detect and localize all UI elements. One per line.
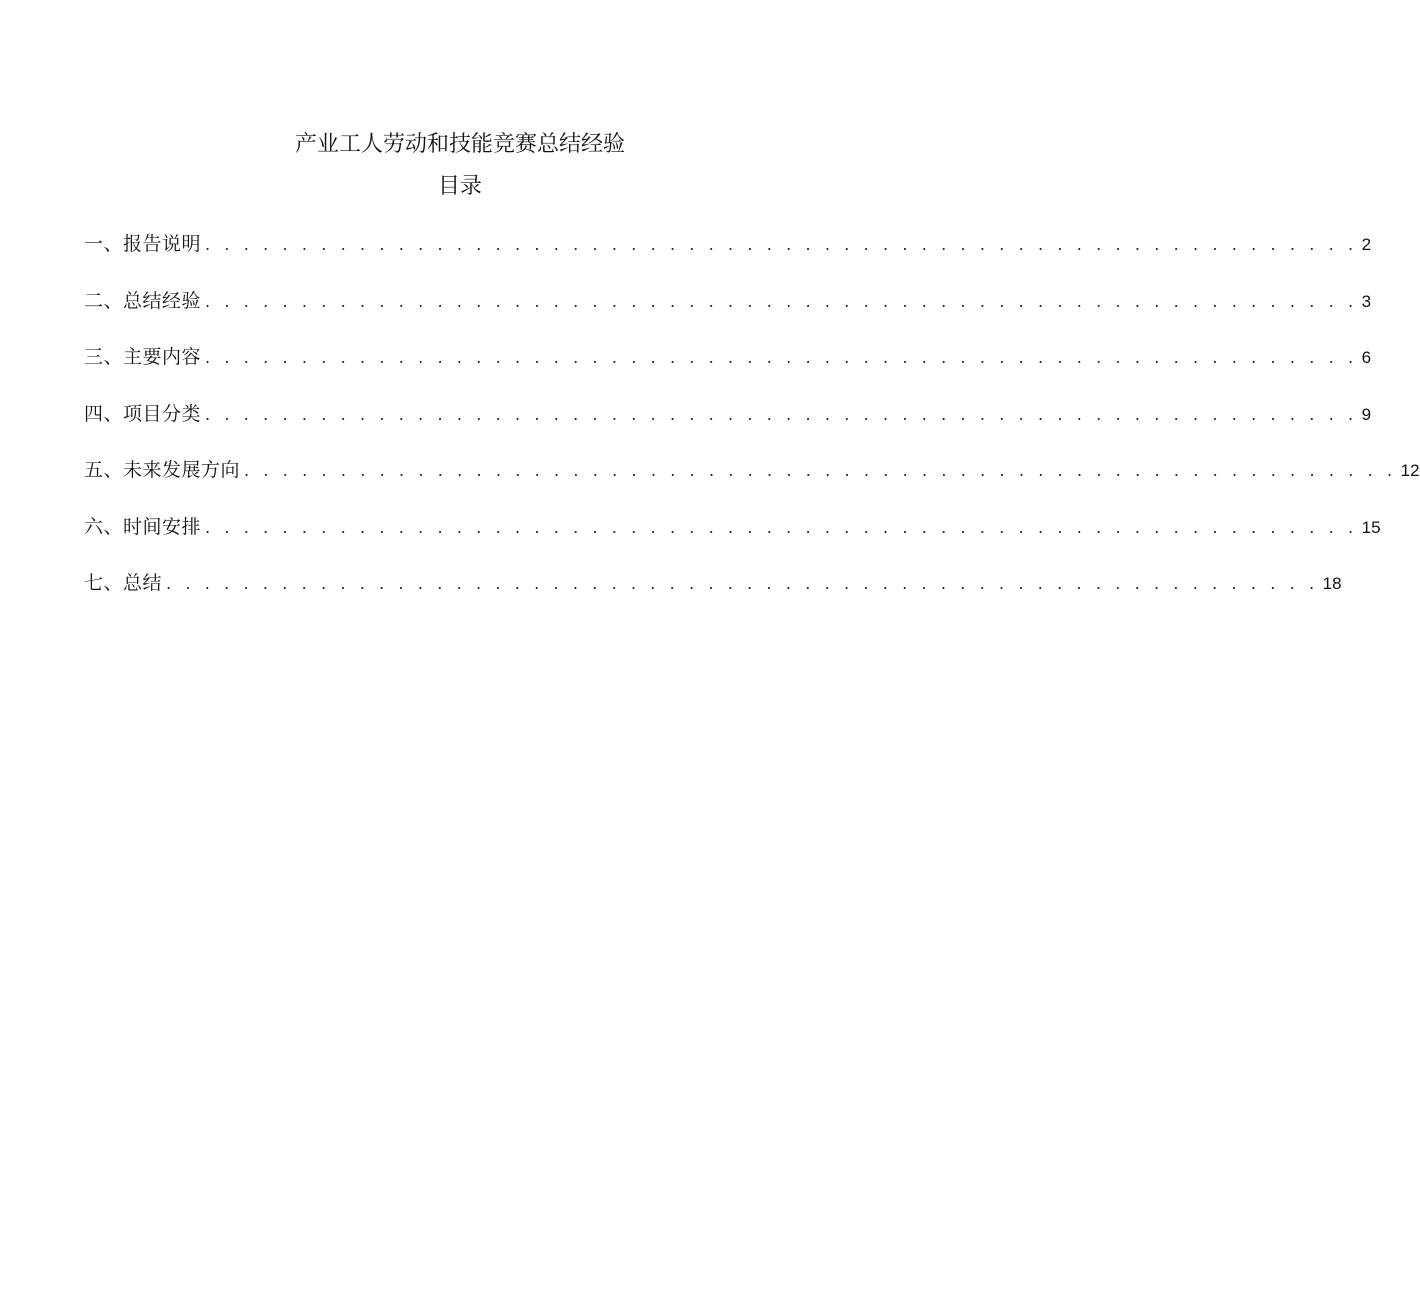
toc-entry[interactable] (84, 340, 1372, 397)
table-of-contents (84, 227, 1420, 623)
toc-entry-page: 6 (1361, 348, 1372, 367)
toc-entry-page: 18 (1322, 574, 1342, 593)
toc-entry-page: 9 (1361, 404, 1372, 424)
toc-dot-leader: . . . . . . . . . . . . . . . . . . . . . . . . . . . . . . . . . . . . . . . . . . . . . . . . . . . . . . . . . . . . (166, 574, 1319, 593)
toc-entry[interactable] (84, 227, 1372, 284)
toc-entry-label: 一、报告说明 (84, 233, 202, 255)
toc-entry[interactable] (84, 566, 1342, 623)
toc-entry-label: 六、时间安排 (84, 515, 202, 538)
toc-entry-page: 12 (1400, 461, 1420, 480)
toc-entry-label: 二、总结经验 (84, 289, 202, 312)
toc-entry-page: 3 (1361, 291, 1372, 311)
toc-entry-label: 四、项目分类 (84, 402, 202, 425)
toc-dot-leader: . . . . . . . . . . . . . . . . . . . . . . . . . . . . . . . . . . . . . . . . . . . . . . . . . . . . . . . . . . . . (205, 348, 1358, 367)
toc-dot-leader: . . . . . . . . . . . . . . . . . . . . . . . . . . . . . . . . . . . . . . . . . . . . . . . . . . . . . . . . . . . . (244, 461, 1397, 480)
toc-entry[interactable] (84, 453, 1420, 510)
toc-entry[interactable] (84, 510, 1381, 567)
toc-entry-page: 15 (1361, 517, 1381, 537)
toc-entry[interactable] (84, 397, 1372, 454)
toc-dot-leader: . . . . . . . . . . . . . . . . . . . . . . . . . . . . . . . . . . . . . . . . . . . . . . . . . . . . . . . . . . . . (205, 404, 1358, 424)
toc-entry-label: 三、主要内容 (84, 346, 202, 368)
toc-entry-label: 七、总结 (84, 572, 163, 594)
toc-dot-leader: . . . . . . . . . . . . . . . . . . . . . . . . . . . . . . . . . . . . . . . . . . . . . . . . . . . . . . . . . . . . (205, 235, 1358, 254)
toc-entry[interactable] (84, 284, 1372, 341)
document-title: 产业工人劳动和技能竞赛总结经验 (294, 132, 625, 157)
toc-entry-label: 五、未来发展方向 (84, 459, 241, 481)
toc-dot-leader: . . . . . . . . . . . . . . . . . . . . . . . . . . . . . . . . . . . . . . . . . . . . . . . . . . . . . . . . . . . . (205, 517, 1358, 537)
toc-dot-leader: . . . . . . . . . . . . . . . . . . . . . . . . . . . . . . . . . . . . . . . . . . . . . . . . . . . . . . . . . . . . (205, 291, 1358, 311)
toc-entry-page: 2 (1361, 235, 1372, 254)
toc-heading: 目录 (437, 174, 482, 199)
